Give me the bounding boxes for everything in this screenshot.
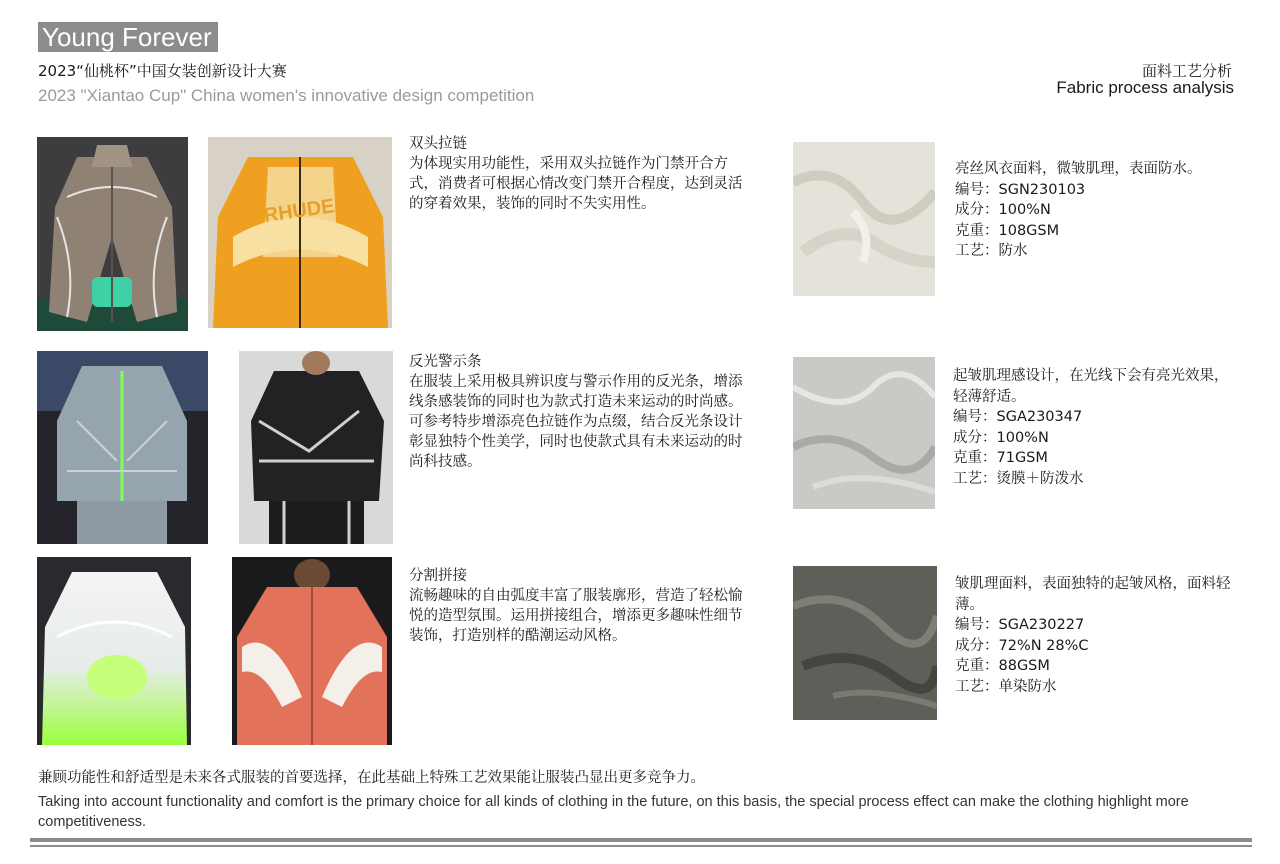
fabric-composition: 成分：72%N 28%C [955, 637, 1089, 654]
fabric-composition: 成分：100%N [955, 202, 1051, 218]
footer-summary-cn: 兼顾功能性和舒适型是未来各式服装的首要选择，在此基础上特殊工艺效果能让服装凸显出更多竞争力。 [38, 770, 705, 786]
row-description-splicing [409, 566, 749, 646]
fabric-spec-1 [955, 159, 1240, 262]
section-title-cn: 面料工艺分析 [1141, 62, 1232, 80]
fabric-craft: 工艺：烫膜＋防泼水 [953, 470, 1084, 487]
row-heading: 分割拼接 [409, 568, 467, 584]
fabric-weight: 克重：71GSM [953, 450, 1048, 466]
row-body: 流畅趣味的自由弧度丰富了服装廓形，营造了轻松愉悦的造型氛围。运用拼接组合，增添更多趣味性细节装饰，打造别样的酷潮运动风格。 [409, 588, 743, 644]
competition-title-en: 2023 "Xiantao Cup" China women's innovative design competition [38, 86, 535, 105]
coral-jacket-photo [232, 557, 392, 745]
fabric-weight: 克重：88GSM [955, 658, 1050, 674]
row-description-zipper [409, 134, 749, 214]
section-title-en: Fabric process analysis [1056, 78, 1234, 97]
fabric-craft: 工艺：单染防水 [955, 678, 1057, 695]
fabric-swatch-1 [793, 142, 935, 296]
row-heading: 双头拉链 [409, 136, 467, 152]
fabric-desc: 皱肌理面料，表面独特的起皱风格，面料轻薄。 [955, 576, 1231, 613]
fabric-craft: 工艺：防水 [955, 243, 1028, 259]
fabric-swatch-2 [793, 357, 935, 509]
grey-zip-jacket-photo [37, 137, 188, 331]
reflective-jacket-photo [37, 351, 208, 544]
fabric-weight: 克重：108GSM [955, 222, 1060, 239]
fabric-spec-2 [953, 366, 1238, 489]
row-body: 为体现实用功能性，采用双头拉链作为门禁开合方式，消费者可根据心情改变门禁开合程度，达到灵活的穿着效果，装饰的同时不失实用性。 [409, 156, 743, 212]
footer-divider-thin [30, 845, 1252, 847]
fabric-desc: 起皱肌理感设计，在光线下会有亮光效果，轻薄舒适。 [953, 368, 1229, 405]
fabric-composition: 成分：100%N [953, 429, 1049, 446]
yellow-jacket-photo [208, 137, 392, 328]
fabric-code: 编号：SGN230103 [955, 181, 1086, 198]
brand-label: Young Forever [38, 22, 218, 52]
row-description-reflective [409, 352, 749, 472]
footer-divider [30, 838, 1252, 842]
black-reflective-jacket-photo [239, 351, 393, 544]
fabric-swatch-3 [793, 566, 937, 720]
fabric-spec-3 [955, 574, 1240, 697]
row-heading: 反光警示条 [409, 354, 482, 370]
jacket-print-text: RHUDE [262, 195, 336, 227]
fabric-desc: 亮丝风衣面料，微皱肌理，表面防水。 [955, 161, 1202, 177]
fabric-code: 编号：SGA230347 [953, 409, 1083, 425]
row-body: 在服装上采用极具辨识度与警示作用的反光条，增添线条感装饰的同时也为款式打造未来运动的时尚感。可参考特步增添亮色拉链作为点缀，结合反光条设计彰显独特个性美学，同时也使款式具有未来运动的时尚科技感。 [409, 374, 743, 470]
white-green-jacket-photo [37, 557, 191, 745]
footer-summary-en: Taking into account functionality and comfort is the primary choice for all kinds of clothing in the future, on this basis, the special process effect can make the clothing highlight more competitiveness. [38, 794, 1189, 830]
fabric-code: 编号：SGA230227 [955, 617, 1085, 633]
competition-title-cn: 2023“仙桃杯”中国女装创新设计大赛 [38, 62, 287, 80]
